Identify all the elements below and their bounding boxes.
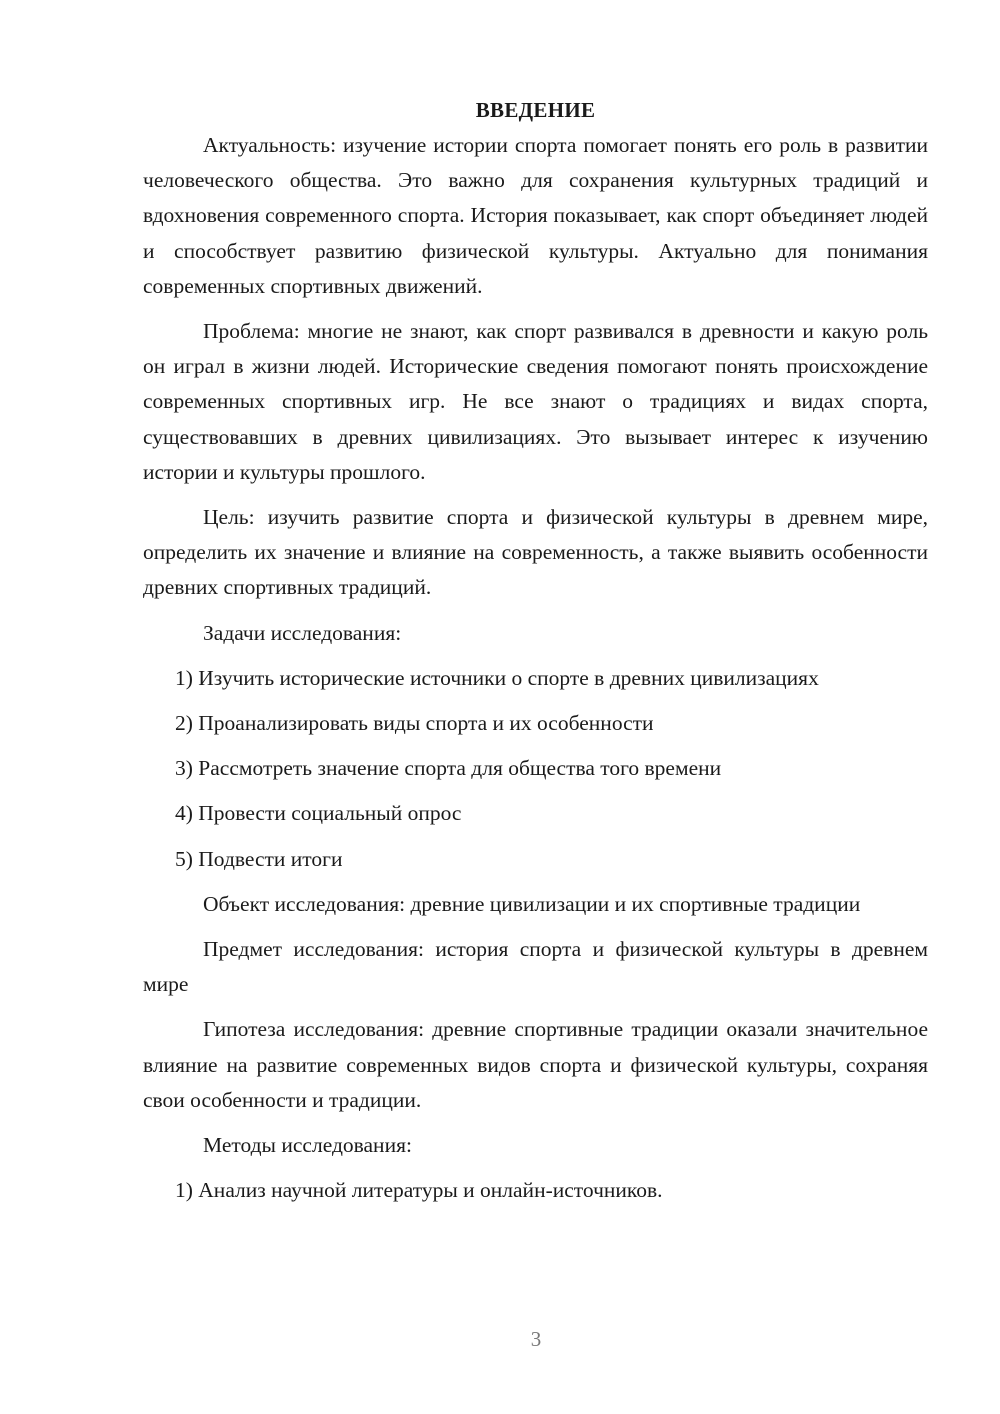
tasks-heading: Задачи исследования:: [203, 620, 402, 645]
paragraph-relevance: Актуальность: изучение истории спорта помогает понять его роль в развитии человеческого общества. Это важно для сохранения культурных традиций и вдохновения современного спорта. История показывает, как спорт объединяет людей и способствует развитию физической культуры. Актуально для понимания современных спортивных движений.: [143, 133, 928, 298]
methods-list: [143, 1173, 928, 1208]
list-item: 3) Рассмотреть значение спорта для общества того времени: [175, 756, 722, 781]
list-item: 1) Изучить исторические источники о спорте в древних цивилизациях: [175, 665, 819, 690]
tasks-list: [143, 661, 928, 877]
paragraph-hypothesis: Гипотеза исследования: древние спортивные традиции оказали значительное влияние на развитие современных видов спорта и физической культуры, сохраняя свои особенности и традиции.: [143, 1017, 928, 1112]
list-item: 5) Подвести итоги: [175, 846, 343, 871]
list-item: 2) Проанализировать виды спорта и их особенности: [175, 711, 654, 736]
paragraph-object: Объект исследования: древние цивилизации и их спортивные традиции: [203, 891, 861, 916]
methods-heading: Методы исследования:: [203, 1133, 412, 1158]
document-page: [143, 92, 928, 1218]
paragraph-goal: Цель: изучить развитие спорта и физической культуры в древнем мире, определить их значение и влияние на современность, а также выявить особенности древних спортивных традиций.: [143, 505, 928, 600]
page-title: ВВЕДЕНИЕ: [475, 98, 596, 122]
page-number: 3: [530, 1327, 542, 1351]
paragraph-subject: Предмет исследования: история спорта и физической культуры в древнем мире: [143, 937, 928, 997]
list-item: 4) Провести социальный опрос: [175, 801, 462, 826]
paragraph-problem: Проблема: многие не знают, как спорт развивался в древности и какую роль он играл в жизни людей. Исторические сведения помогают понять происхождение современных спортивных игр. Не все знают о традициях и видах спорта, существовавших в древних цивилизациях. Это вызывает интерес к изучению истории и культуры прошлого.: [143, 319, 928, 484]
list-item: 1) Анализ научной литературы и онлайн-источников.: [175, 1178, 663, 1203]
